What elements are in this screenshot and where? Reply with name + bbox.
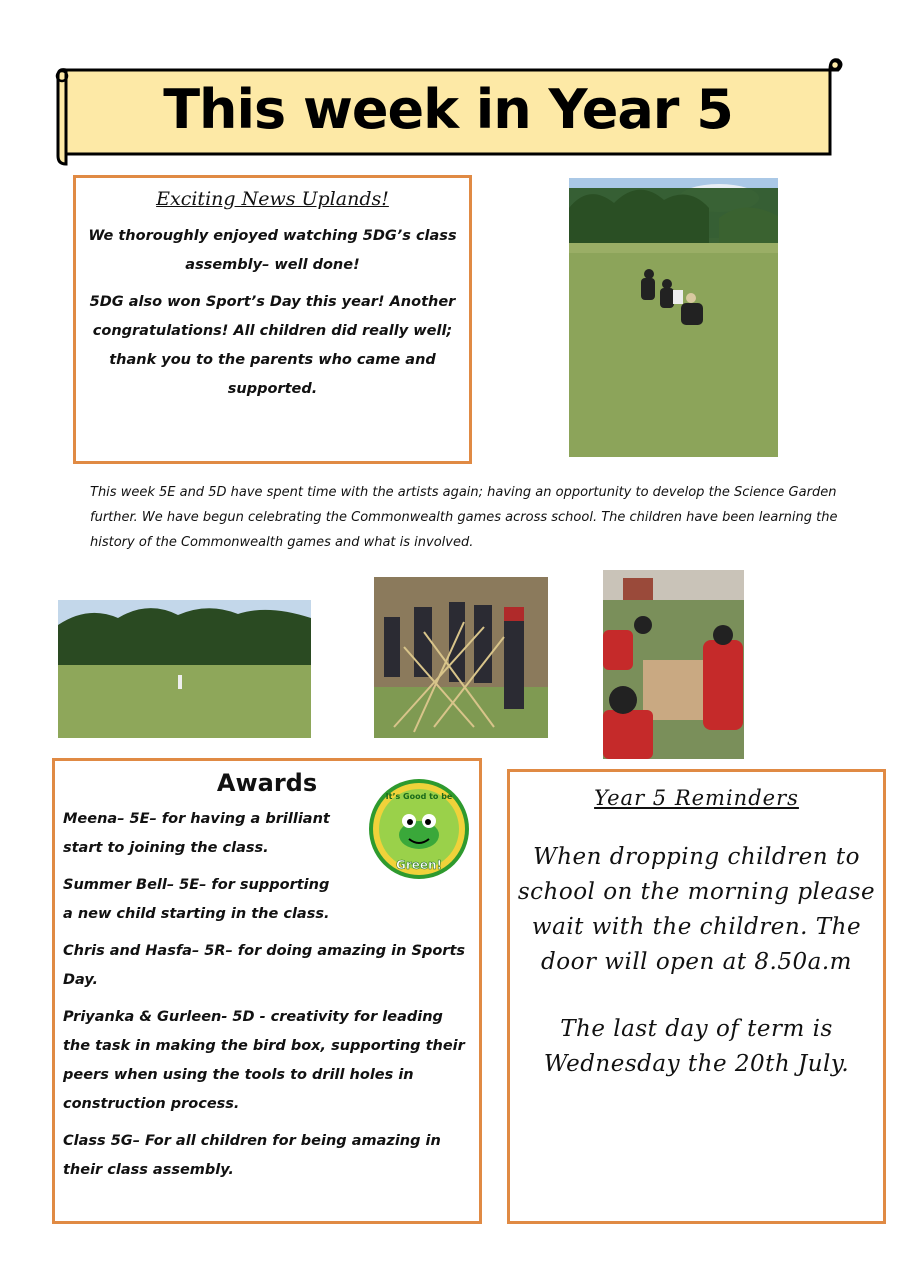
award-item: Chris and Hasfa– 5R– for doing amazing in Sports Day.	[63, 943, 465, 988]
frog-badge-icon	[367, 777, 471, 881]
awards-title: Awards	[216, 769, 318, 797]
reminders-title: Year 5 Reminders	[594, 786, 799, 810]
page-title: This week in Year 5	[163, 78, 733, 141]
svg-text:Green!: Green!	[395, 858, 443, 872]
news-title: Exciting News Uplands!	[156, 188, 389, 210]
award-item: Summer Bell– 5E– for supporting a new child starting in the class.	[63, 877, 330, 922]
title-banner	[52, 56, 844, 166]
photo-bamboo-structure	[374, 577, 548, 738]
award-item: Class 5G– For all children for being amazing in their class assembly.	[63, 1133, 441, 1178]
reminder-item: The last day of term is Wednesday the 20th July.	[543, 1016, 850, 1077]
award-item: Priyanka & Gurleen- 5D - creativity for leading the task in making the bird box, supporting their peers when using the tools to drill holes in construction process.	[63, 1009, 465, 1112]
reminder-item: When dropping children to school on the morning please wait with the children. The door will open at 8.50a.m	[517, 844, 876, 975]
reminders-box	[507, 769, 886, 1224]
photo-children-on-field	[569, 178, 778, 457]
news-paragraph: We thoroughly enjoyed watching 5DG’s class assembly– well done!	[88, 228, 457, 273]
award-item: Meena– 5E– for having a brilliant start to joining the class.	[63, 811, 330, 856]
svg-text:It’s Good to be: It’s Good to be	[385, 792, 453, 801]
photo-workbench	[603, 570, 744, 759]
photo-school-field	[58, 600, 311, 738]
news-paragraph: 5DG also won Sport’s Day this year! Another congratulations! All children did really well; thank you to the parents who came and supported.	[89, 294, 456, 397]
news-box	[73, 175, 472, 464]
awards-box	[52, 758, 482, 1224]
body-paragraph: This week 5E and 5D have spent time with the artists again; having an opportunity to develop the Science Garden further. We have begun celebrating the Commonwealth games across school. The children have been learning the history of the Commonwealth games and what is involved.	[90, 485, 838, 550]
